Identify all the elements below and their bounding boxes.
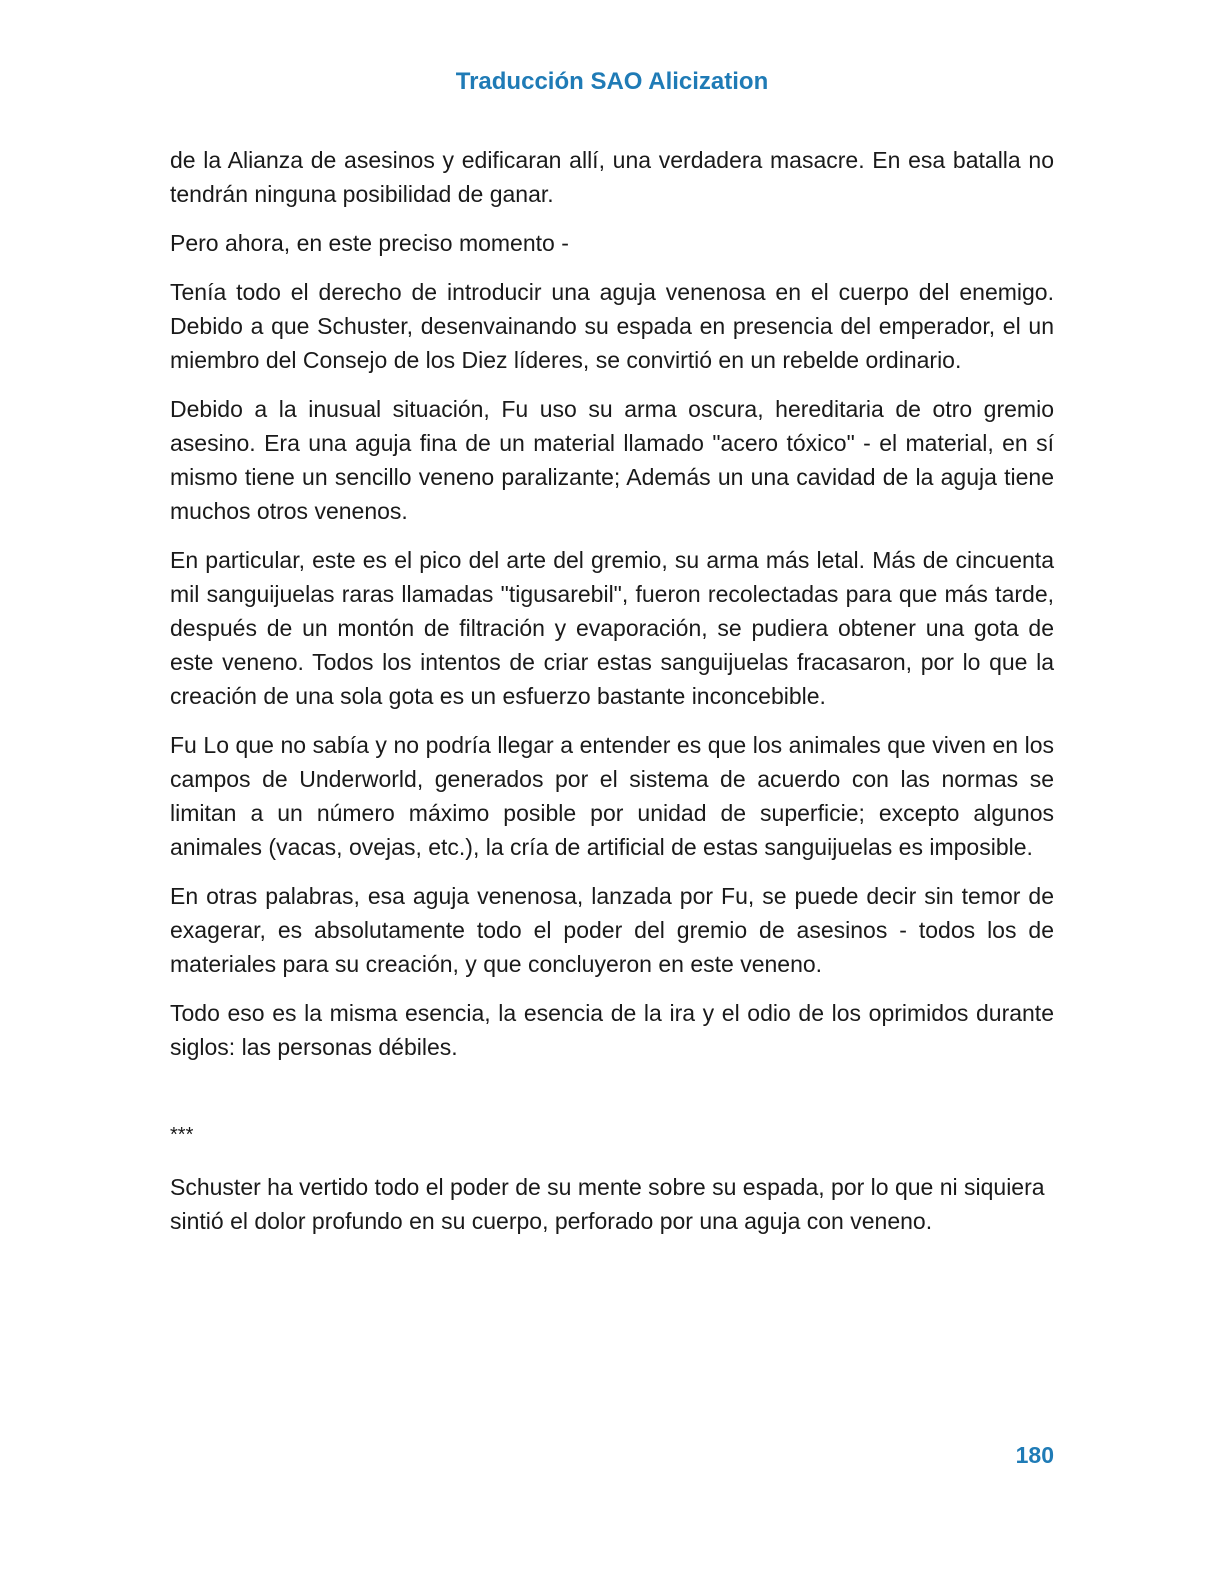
page-number: 180 <box>1015 1442 1054 1468</box>
paragraph: En particular, este es el pico del arte del gremio, su arma más letal. Más de cincuenta mil sanguijuelas raras llamadas "tigusarebil", fueron recolectadas para que más tarde, después de un montón de filtración y evaporación, se pudiera obtener una gota de este veneno. Todos los intentos de criar estas sanguijuelas fracasaron, por lo que la creación de una sola gota es un esfuerzo bastante inconcebible. <box>170 547 1054 709</box>
paragraph: Pero ahora, en este preciso momento - <box>170 230 569 256</box>
paragraph: de la Alianza de asesinos y edificaran allí, una verdadera masacre. En esa batalla no tendrán ninguna posibilidad de ganar. <box>170 147 1054 207</box>
page-header-title: Traducción SAO Alicization <box>455 68 769 95</box>
document-body <box>170 143 1054 1253</box>
paragraph: Debido a la inusual situación, Fu uso su arma oscura, hereditaria de otro gremio asesino. Era una aguja fina de un material llamado "acero tóxico" - el material, en sí mismo tiene un sencillo veneno paralizante; Además un una cavidad de la aguja tiene muchos otros venenos. <box>170 396 1054 524</box>
paragraph: En otras palabras, esa aguja venenosa, lanzada por Fu, se puede decir sin temor de exagerar, es absolutamente todo el poder del gremio de asesinos - todos los de materiales para su creación, y que concluyeron en este veneno. <box>170 883 1054 977</box>
paragraph: Schuster ha vertido todo el poder de su mente sobre su espada, por lo que ni siquiera sintió el dolor profundo en su cuerpo, perforado por una aguja con veneno. <box>170 1174 1045 1234</box>
paragraph: Fu Lo que no sabía y no podría llegar a entender es que los animales que viven en los campos de Underworld, generados por el sistema de acuerdo con las normas se limitan a un número máximo posible por unidad de superficie; excepto algunos animales (vacas, ovejas, etc.), la cría de artificial de estas sanguijuelas es imposible. <box>170 732 1054 860</box>
paragraph: Todo eso es la misma esencia, la esencia de la ira y el odio de los oprimidos durante siglos: las personas débiles. <box>170 1000 1054 1060</box>
scene-break: *** <box>170 1124 194 1146</box>
paragraph: Tenía todo el derecho de introducir una aguja venenosa en el cuerpo del enemigo. Debido a que Schuster, desenvainando su espada en presencia del emperador, el un miembro del Consejo de los Diez líderes, se convirtió en un rebelde ordinario. <box>170 279 1054 373</box>
